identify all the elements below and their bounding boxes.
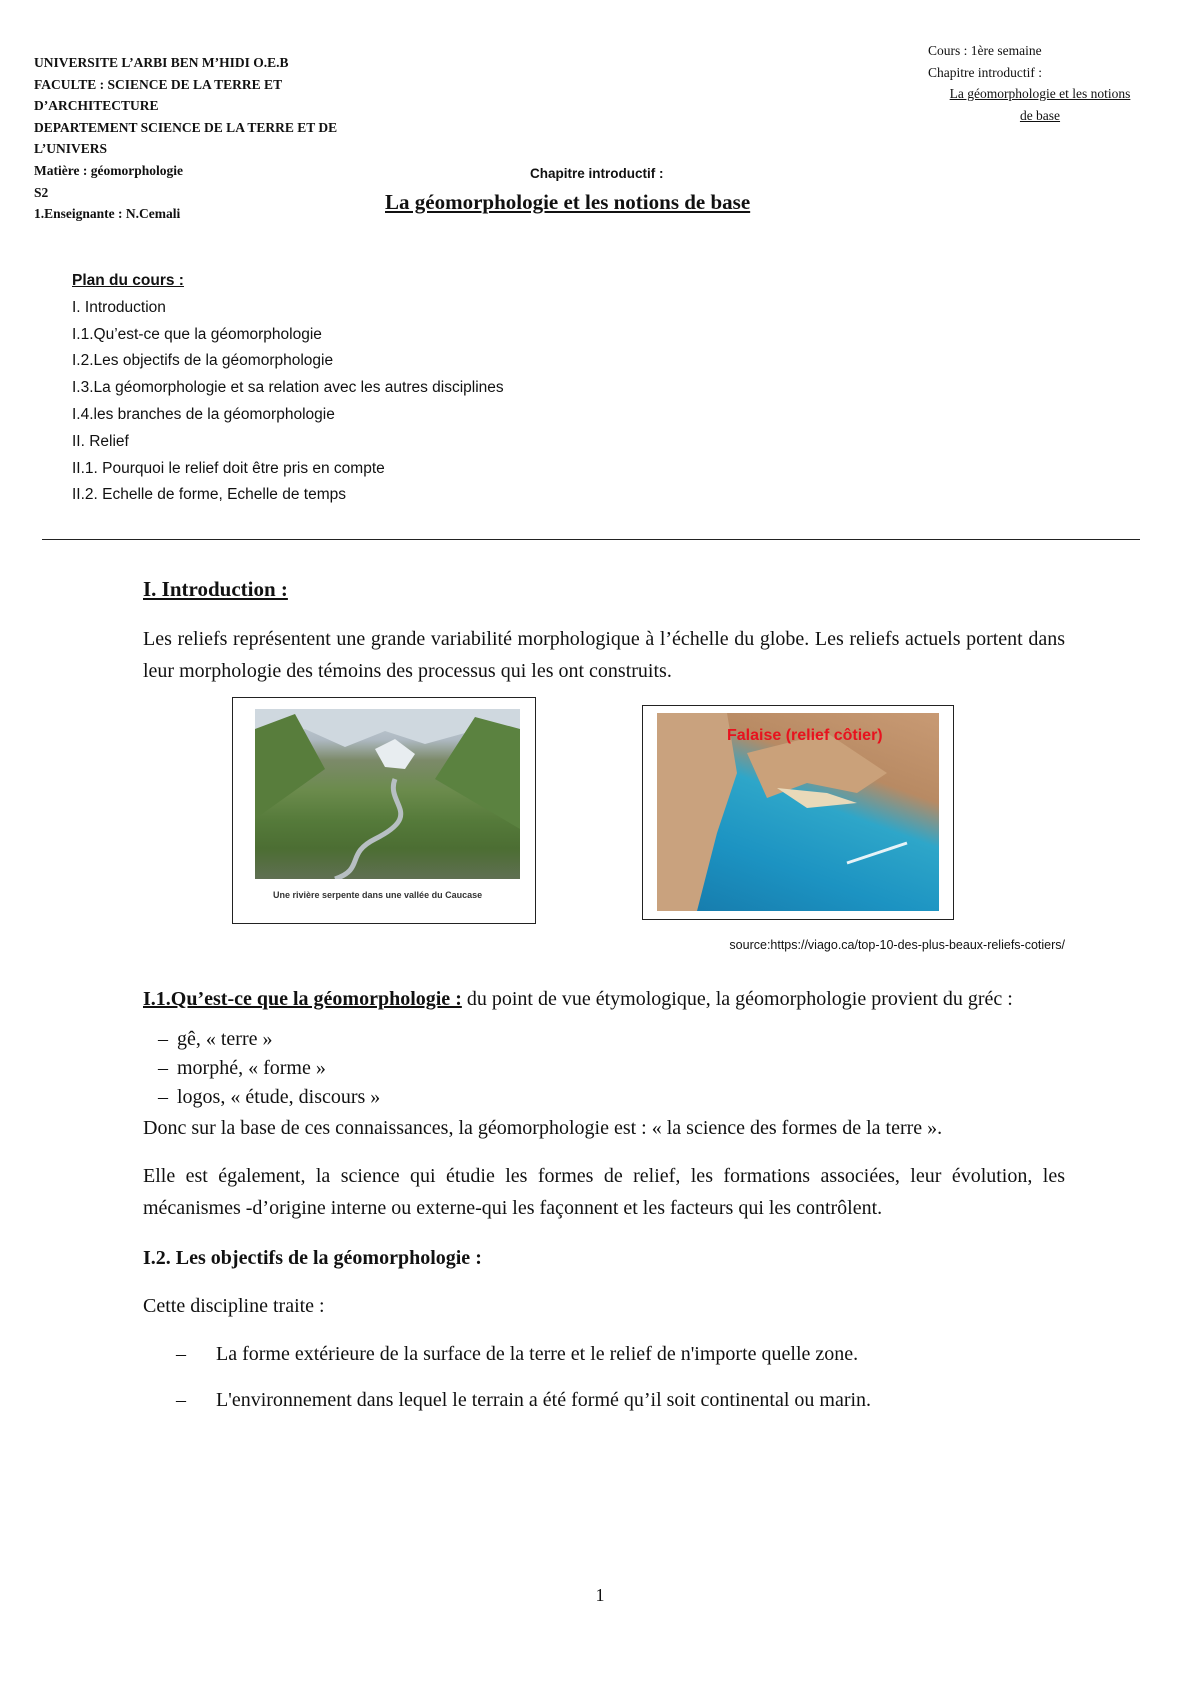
cliff-caption: Falaise (relief côtier) [727,727,883,744]
faculty-name-cont: D’ARCHITECTURE [34,98,159,114]
objectives-list [143,1338,1065,1416]
cliff-figure [642,705,954,920]
definition-paragraph: Donc sur la base de ces connaissances, la géomorphologie est : « la science des formes de la terre ». [143,1117,943,1139]
valley-caption: Une rivière serpente dans une vallée du Caucase [273,890,483,900]
etymology-list [143,1025,1065,1112]
section-1-1-intro: du point de vue étymologique, la géomorphologie provient du gréc : [461,988,1013,1010]
section-heading-1-1: I.1.Qu’est-ce que la géomorphologie : [143,988,462,1010]
valley-illustration [255,709,520,879]
list-item: – gê, « terre » [177,1025,1065,1054]
faculty-name: FACULTE : SCIENCE DE LA TERRE ET [34,76,283,92]
institution-header [34,52,434,225]
valley-photo [255,709,520,879]
course-chapter-title-1: La géomorphologie et les notions [949,86,1131,102]
horizontal-divider [42,539,1140,540]
teacher: 1.Enseignante : N.Cemali [34,206,181,222]
section-1-1-paragraph [143,983,1065,1015]
plan-item: I. Introduction [72,298,166,316]
list-item: – logos, « étude, discours » [177,1083,1065,1112]
plan-item: II.2. Echelle de forme, Echelle de temps [72,486,346,504]
list-item: – L'environnement dans lequel le terrain a été formé qu’il soit continental ou marin. [216,1384,1065,1416]
department-name: DEPARTEMENT SCIENCE DE LA TERRE ET DE [34,119,338,135]
list-item: – La forme extérieure de la surface de la terre et le relief de n'importe quelle zone. [216,1338,1065,1370]
description-paragraph: Elle est également, la science qui étudie les formes de relief, les formations associées, leur évolution, les mécanismes -d’origine interne ou externe-qui les façonnent et les facteurs qui les contrôlent. [143,1165,1065,1219]
semester: S2 [34,184,49,200]
course-plan [72,268,504,509]
course-header [900,40,1180,126]
section-heading-1-2: I.2. Les objectifs de la géomorphologie : [143,1247,482,1269]
course-chapter-title-2: de base [1019,107,1061,123]
section-heading-introduction: I. Introduction : [143,577,288,601]
plan-item: II.1. Pourquoi le relief doit être pris en compte [72,459,385,477]
objectives-intro: Cette discipline traite : [143,1295,325,1317]
plan-heading: Plan du cours : [72,272,184,289]
course-week: Cours : 1ère semaine [928,43,1042,58]
plan-item: I.3.La géomorphologie et sa relation avec les autres disciplines [72,379,504,397]
introduction-paragraph: Les reliefs représentent une grande variabilité morphologique à l’échelle du globe. Les reliefs actuels portent dans leur morphologie des témoins des processus qui les ont construits. [143,628,1065,682]
cliff-photo [657,713,939,911]
valley-figure [232,697,536,924]
page-number: 1 [595,1585,605,1605]
plan-item: I.2.Les objectifs de la géomorphologie [72,352,334,370]
chapter-title: La géomorphologie et les notions de base [385,190,751,214]
chapter-label: Chapitre introductif : [530,166,664,181]
course-chapter-label: Chapitre introductif : [928,64,1042,80]
plan-item: I.4.les branches de la géomorphologie [72,405,335,423]
subject: Matière : géomorphologie [34,162,183,178]
plan-item: II. Relief [72,432,129,450]
department-name-cont: L’UNIVERS [34,141,108,157]
university-name: UNIVERSITE L’ARBI BEN M’HIDI O.E.B [34,55,289,70]
list-item: – morphé, « forme » [177,1054,1065,1083]
main-content [143,573,1065,1430]
image-source: source:https://viago.ca/top-10-des-plus-beaux-reliefs-cotiers/ [729,938,1065,952]
figures-row [143,697,1065,955]
plan-item: I.1.Qu’est-ce que la géomorphologie [72,325,322,343]
